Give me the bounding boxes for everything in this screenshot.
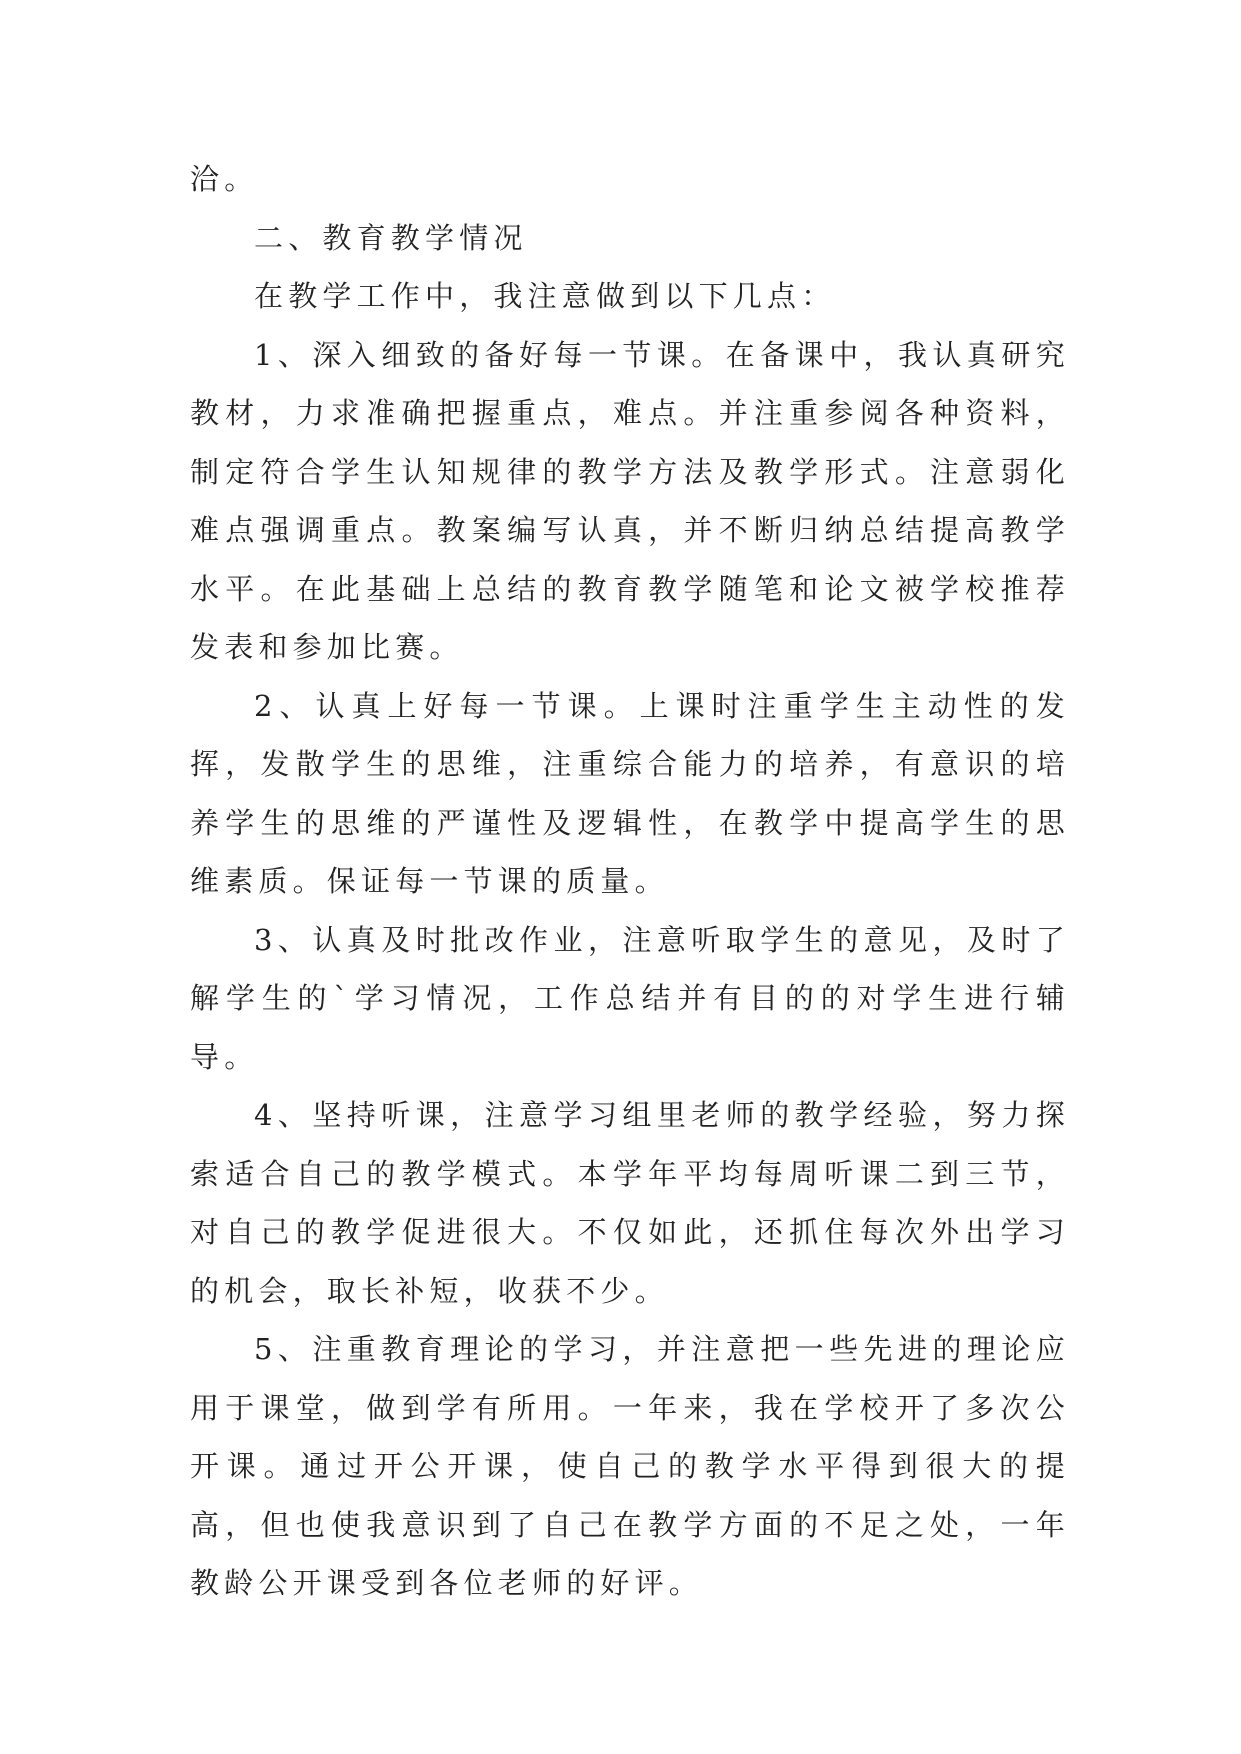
document-body [190, 150, 1070, 1613]
paragraph-item-3: 3、认真及时批改作业，注意听取学生的意见，及时了解学生的`学习情况，工作总结并有目的的对学生进行辅导。 [190, 922, 1070, 1074]
paragraph-item-2: 2、认真上好每一节课。上课时注重学生主动性的发挥，发散学生的思维，注重综合能力的培养，有意识的培养学生的思维的严谨性及逻辑性，在教学中提高学生的思维素质。保证每一节课的质量。 [190, 688, 1070, 898]
section-heading: 二、教育教学情况 [254, 220, 528, 255]
paragraph-intro: 在教学工作中，我注意做到以下几点： [254, 279, 836, 313]
paragraph-item-1: 1、深入细致的备好每一节课。在备课中，我认真研究教材，力求准确把握重点，难点。并注重参阅各种资料，制定符合学生认知规律的教学方法及教学形式。注意弱化难点强调重点。教案编写认真，并不断归纳总结提高教学水平。在此基础上总结的教育教学随笔和论文被学校推荐发表和参加比赛。 [190, 337, 1070, 664]
paragraph-continuation: 洽。 [190, 162, 259, 196]
paragraph-item-4: 4、坚持听课，注意学习组里老师的教学经验，努力探索适合自己的教学模式。本学年平均每周听课二到三节，对自己的教学促进很大。不仅如此，还抓住每次外出学习的机会，取长补短，收获不少。 [190, 1098, 1070, 1308]
paragraph-item-5: 5、注重教育理论的学习，并注意把一些先进的理论应用于课堂，做到学有所用。一年来，我在学校开了多次公开课。通过开公开课，使自己的教学水平得到很大的提高，但也使我意识到了自己在教学方面的不足之处，一年教龄公开课受到各位老师的好评。 [190, 1332, 1070, 1600]
